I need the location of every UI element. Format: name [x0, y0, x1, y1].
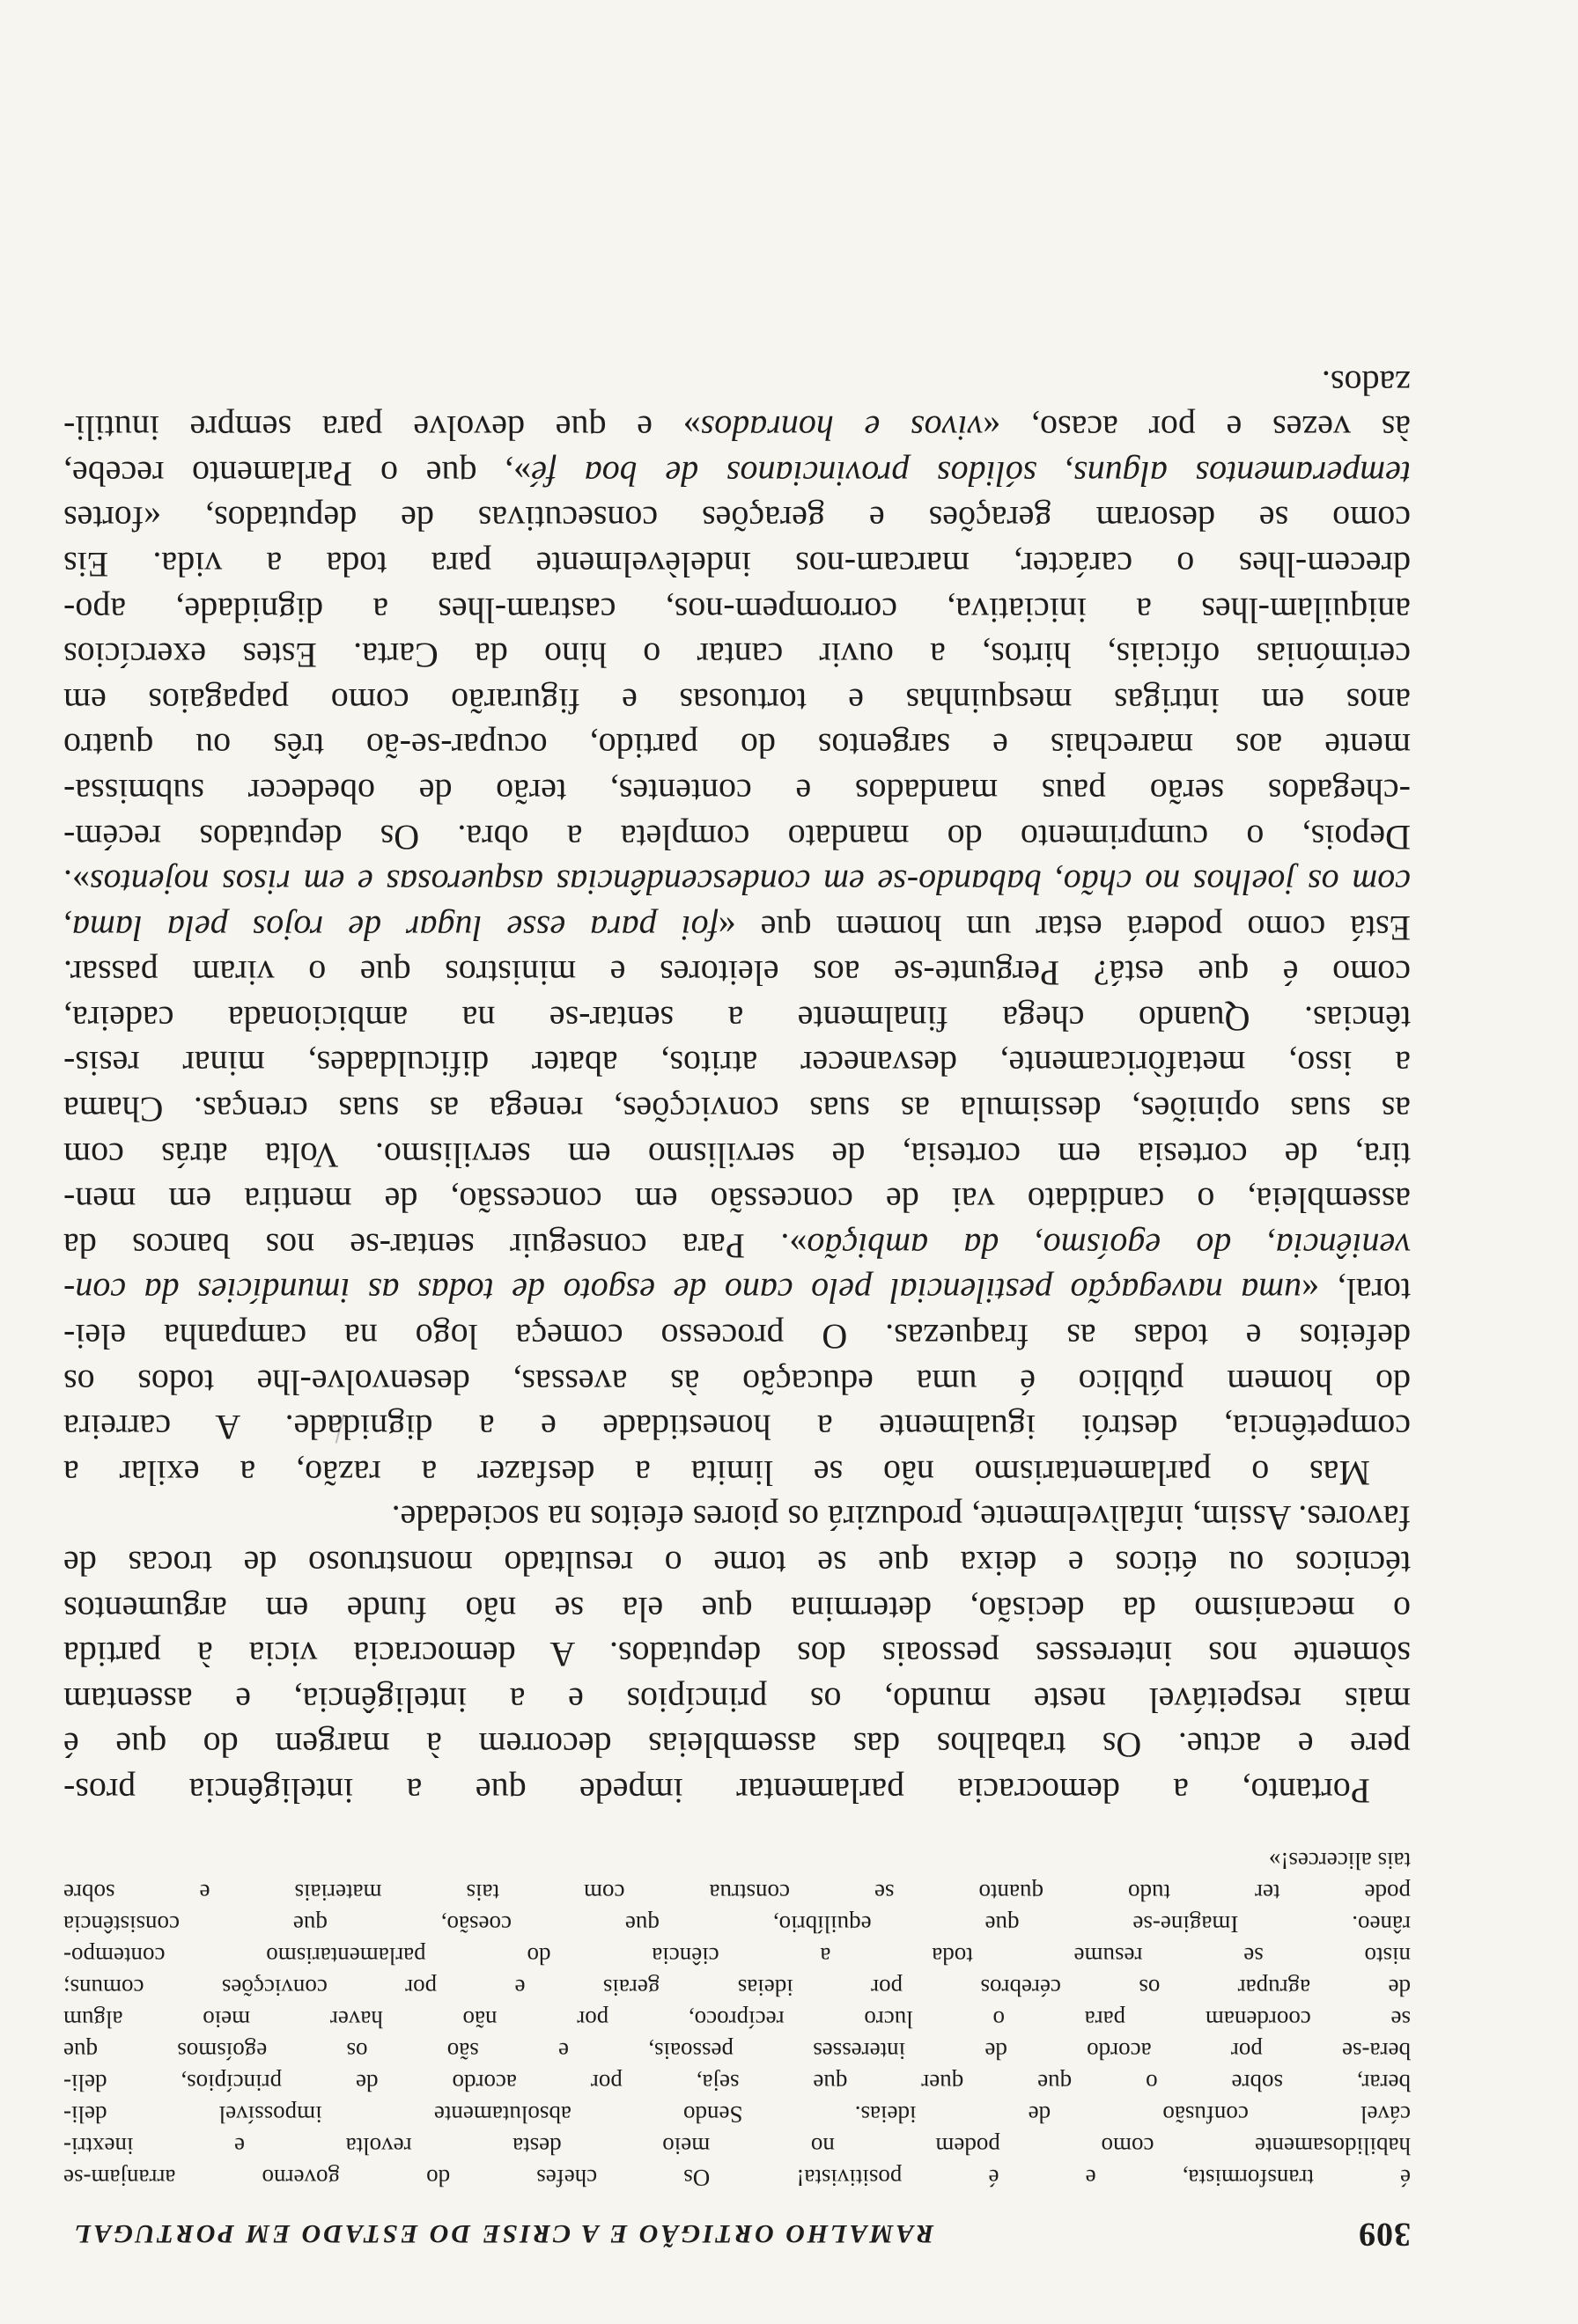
body-line: -chegados serão paus mandados e contentes, terão de obedecer submissa- [63, 771, 1411, 812]
footnote [63, 1845, 1411, 2194]
body-line: veniência, do egoísmo, da ambição». Para conseguir sentar-se nos bancos da [63, 1225, 1411, 1266]
footnote-line: nisto se resume toda a ciência do parlamentarismo contempo- [63, 1943, 1411, 1969]
body-line: Depois, o cumprimento do mandato completa a obra. Os deputados recém- [63, 817, 1411, 857]
body-line: a isso, metafòricamente, desvanecer atritos, abater dificuldades, minar resis- [63, 1044, 1411, 1085]
footnote-line: râneo. Imagine-se que equilíbrio, que coesão, que consistência [63, 1911, 1411, 1938]
body-line: às vezes e por acaso, «vivos e honrados» e que devolve para sempre inutili- [63, 408, 1411, 449]
body-line: mente aos marechais e sargentos do partido, ocupar-se-ão três ou quatro [63, 726, 1411, 767]
body-line: Mas o parlamentarismo não se limita a desfazer a razão, a exilar a [63, 1452, 1370, 1493]
body-line: tências. Quando chega finalmente a sentar-se na ambicionada cadeira, [63, 998, 1411, 1039]
body-line: zados. [1321, 363, 1411, 403]
body-line: Portanto, a democracia parlamentar impede que a inteligência pros- [63, 1771, 1370, 1811]
body-line: assembleia, o candidato vai de concessão em concessão, de mentira em men- [63, 1180, 1411, 1221]
body-line: o mecanismo da decisão, determina que ela se não funde em argumentos [63, 1589, 1411, 1629]
body-line: mais respeitável neste mundo, os princípios e a inteligência, e assentam [63, 1680, 1411, 1720]
body-line: Está como poderá estar um homem que «foi para esse lugar de rojos pela lama, [63, 908, 1411, 948]
footnote-line: berar, sobre o que quer que seja, por acordo de princípios, deli- [63, 2070, 1411, 2096]
page-number: 309 [1358, 2216, 1411, 2253]
body-line: defeitos e todas as fraquezas. O processo começa logo na campanha elei- [63, 1317, 1411, 1357]
body-line: temperamentos alguns, sólidos provincianos de boa fé», que o Parlamento recebe, [63, 453, 1411, 494]
body-line: como é que está? Pergunte-se aos eleitores e ministros que o viram passar. [63, 953, 1411, 994]
footnote-line: de agrupar os cérebros por ideias gerais e por convicções comuns; [63, 1975, 1411, 2001]
body-line: drecem-lhes o carácter, marcam-nos indelèvelmente para toda a vida. Eis [63, 544, 1411, 585]
body-line: sòmente nos interesses pessoais dos deputados. A democracia vicia à partida [63, 1635, 1411, 1675]
body-line: com os joelhos no chão, babando-se em condescendências asquerosas e em risos nojentos». [63, 863, 1411, 903]
body-text [63, 360, 1411, 1813]
footnote-line: é transformista, e é positivista! Os chefes do governo arranjam-se [63, 2165, 1411, 2191]
footnote-line: tais alicerces!» [1268, 1848, 1411, 1874]
body-line: cerimónias oficiais, hirtos, a ouvir cantar o hino da Carta. Estes exercícios [63, 636, 1411, 676]
footnote-line: cável confusão de ideias. Sendo absolutamente impossível deli- [63, 2101, 1411, 2128]
page-header [72, 2201, 1411, 2254]
body-line: competência, destrói igualmente a honestidade e a dignidade. A carreira [63, 1408, 1411, 1448]
body-line: como se desoram gerações e gerações consecutivas de deputados, «fortes [63, 499, 1411, 540]
footnote-line: bera-se por acordo de interesses pessoais, e são os egoísmos que [63, 2038, 1411, 2064]
body-line: anos em intrigas mesquinhas e tortuosas e figurarão como papagaios em [63, 680, 1411, 721]
footnote-line: pode ter tudo quanto se construa com tais materiais e sobre [63, 1879, 1411, 1906]
body-line: favores. Assim, infalìvelmente, produzirá os piores efeitos na sociedade. [391, 1498, 1411, 1539]
body-line: técnicos ou éticos e deixa que se torne o resultado monstruoso de trocas de [63, 1544, 1411, 1585]
footnote-line: habilidosamente como podem no meio desta revolta e inextri- [63, 2133, 1411, 2159]
body-line: aniquilam-lhes a iniciativa, corrompem-nos, castram-lhes a dignidade, apo- [63, 590, 1411, 630]
running-head: RAMALHO ORTIGÃO E A CRISE DO ESTADO EM PORTUGAL [72, 2219, 934, 2248]
body-line: tira, de cortesia em cortesia, de servilismo em servilismo. Volta atrás com [63, 1135, 1411, 1175]
footnote-line: se coordenam para o lucro recíproco, por não haver meio algum [63, 2006, 1411, 2033]
body-line: as suas opiniões, dessimula as suas convicções, renega as suas crenças. Chama [63, 1090, 1411, 1130]
body-line: pere e actue. Os trabalhos das assembleias decorrem à margem do que é [63, 1725, 1411, 1766]
body-line: do homem público é uma educação às avessas, desenvolve-lhe todos os [63, 1362, 1411, 1402]
body-line: toral, «uma navegação pestilencial pelo cano de esgoto de todas as imundícies da con- [63, 1271, 1411, 1312]
